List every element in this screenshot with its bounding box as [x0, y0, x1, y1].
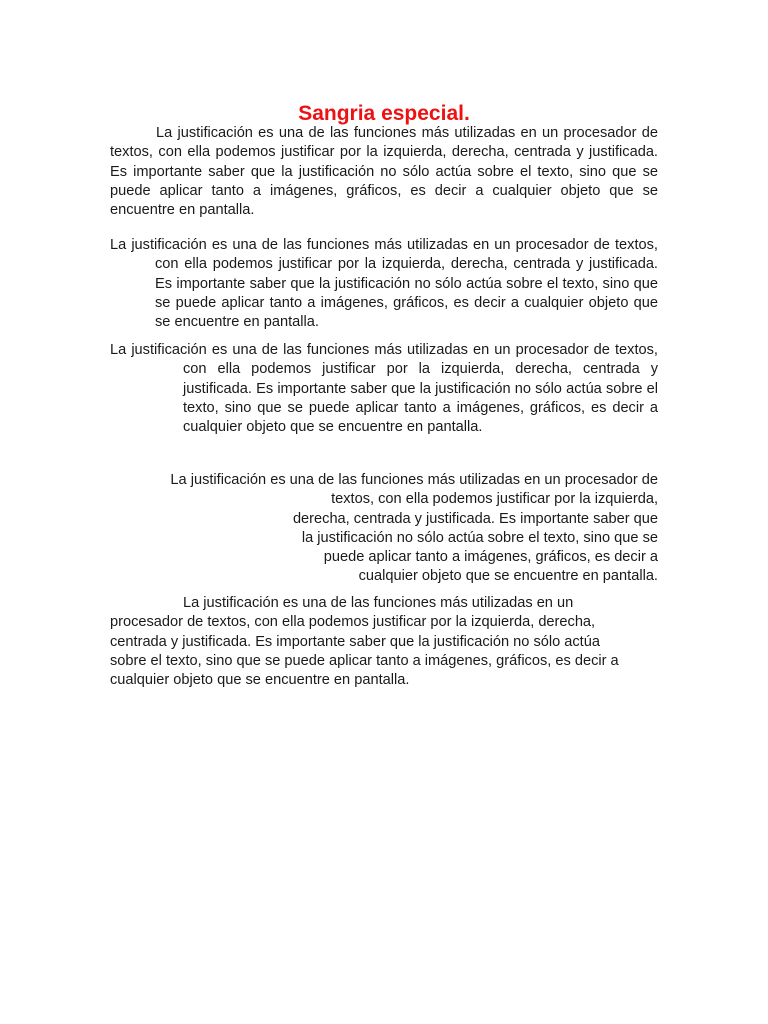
paragraph-line: cualquier objeto que se encuentre en pantalla. [110, 672, 410, 689]
paragraph-line: procesador de textos, con ella podemos justificar por la izquierda, derecha, [110, 614, 596, 631]
paragraph-right-aligned [110, 471, 658, 587]
paragraph-line: la justificación no sólo actúa sobre el texto, sino que se [301, 529, 658, 546]
paragraph-line: centrada y justificada. Es importante saber que la justificación no sólo actúa [110, 633, 600, 650]
paragraph-line: cualquier objeto que se encuentre en pantalla. [358, 568, 658, 585]
paragraph-hanging-indent-wide: La justificación es una de las funciones más utilizadas en un procesador de textos, con ella podemos justificar por la izquierda, derecha, centrada y justificada. Es importante saber que la justificación no sólo actúa sobre el texto, sino que se puede aplicar tanto a imágenes, gráficos, es decir a cualquier objeto que se encuentre en pantalla. [110, 342, 658, 436]
paragraph-line: derecha, centrada y justificada. Es importante saber que [292, 510, 658, 527]
page-title: Sangria especial. [298, 102, 470, 126]
paragraph-line: textos, con ella podemos justificar por la izquierda, [331, 491, 658, 508]
paragraph-hanging-indent: La justificación es una de las funciones más utilizadas en un procesador de textos, con ella podemos justificar por la izquierda, derecha, centrada y justificada. Es importante saber que la justificación no sólo actúa sobre el texto, sino que se puede aplicar tanto a imágenes, gráficos, es decir a cualquier objeto que se encuentre en pantalla. [110, 237, 658, 331]
paragraph-line: puede aplicar tanto a imágenes, gráficos, es decir a [323, 549, 658, 566]
paragraph-line: sobre el texto, sino que se puede aplicar tanto a imágenes, gráficos, es decir a [110, 652, 619, 669]
paragraph-first-line-indent: La justificación es una de las funciones más utilizadas en un procesador de textos, con ella podemos justificar por la izquierda, derecha, centrada y justificada. Es importante saber que la justificación no sólo actúa sobre el texto, sino que se puede aplicar tanto a imágenes, gráficos, es decir a cualquier objeto que se encuentre en pantalla. [110, 125, 658, 219]
paragraph-line: La justificación es una de las funciones más utilizadas en un procesador de [170, 472, 658, 488]
paragraph-line: La justificación es una de las funciones más utilizadas en un [183, 595, 574, 611]
paragraph-left-aligned [110, 594, 658, 690]
